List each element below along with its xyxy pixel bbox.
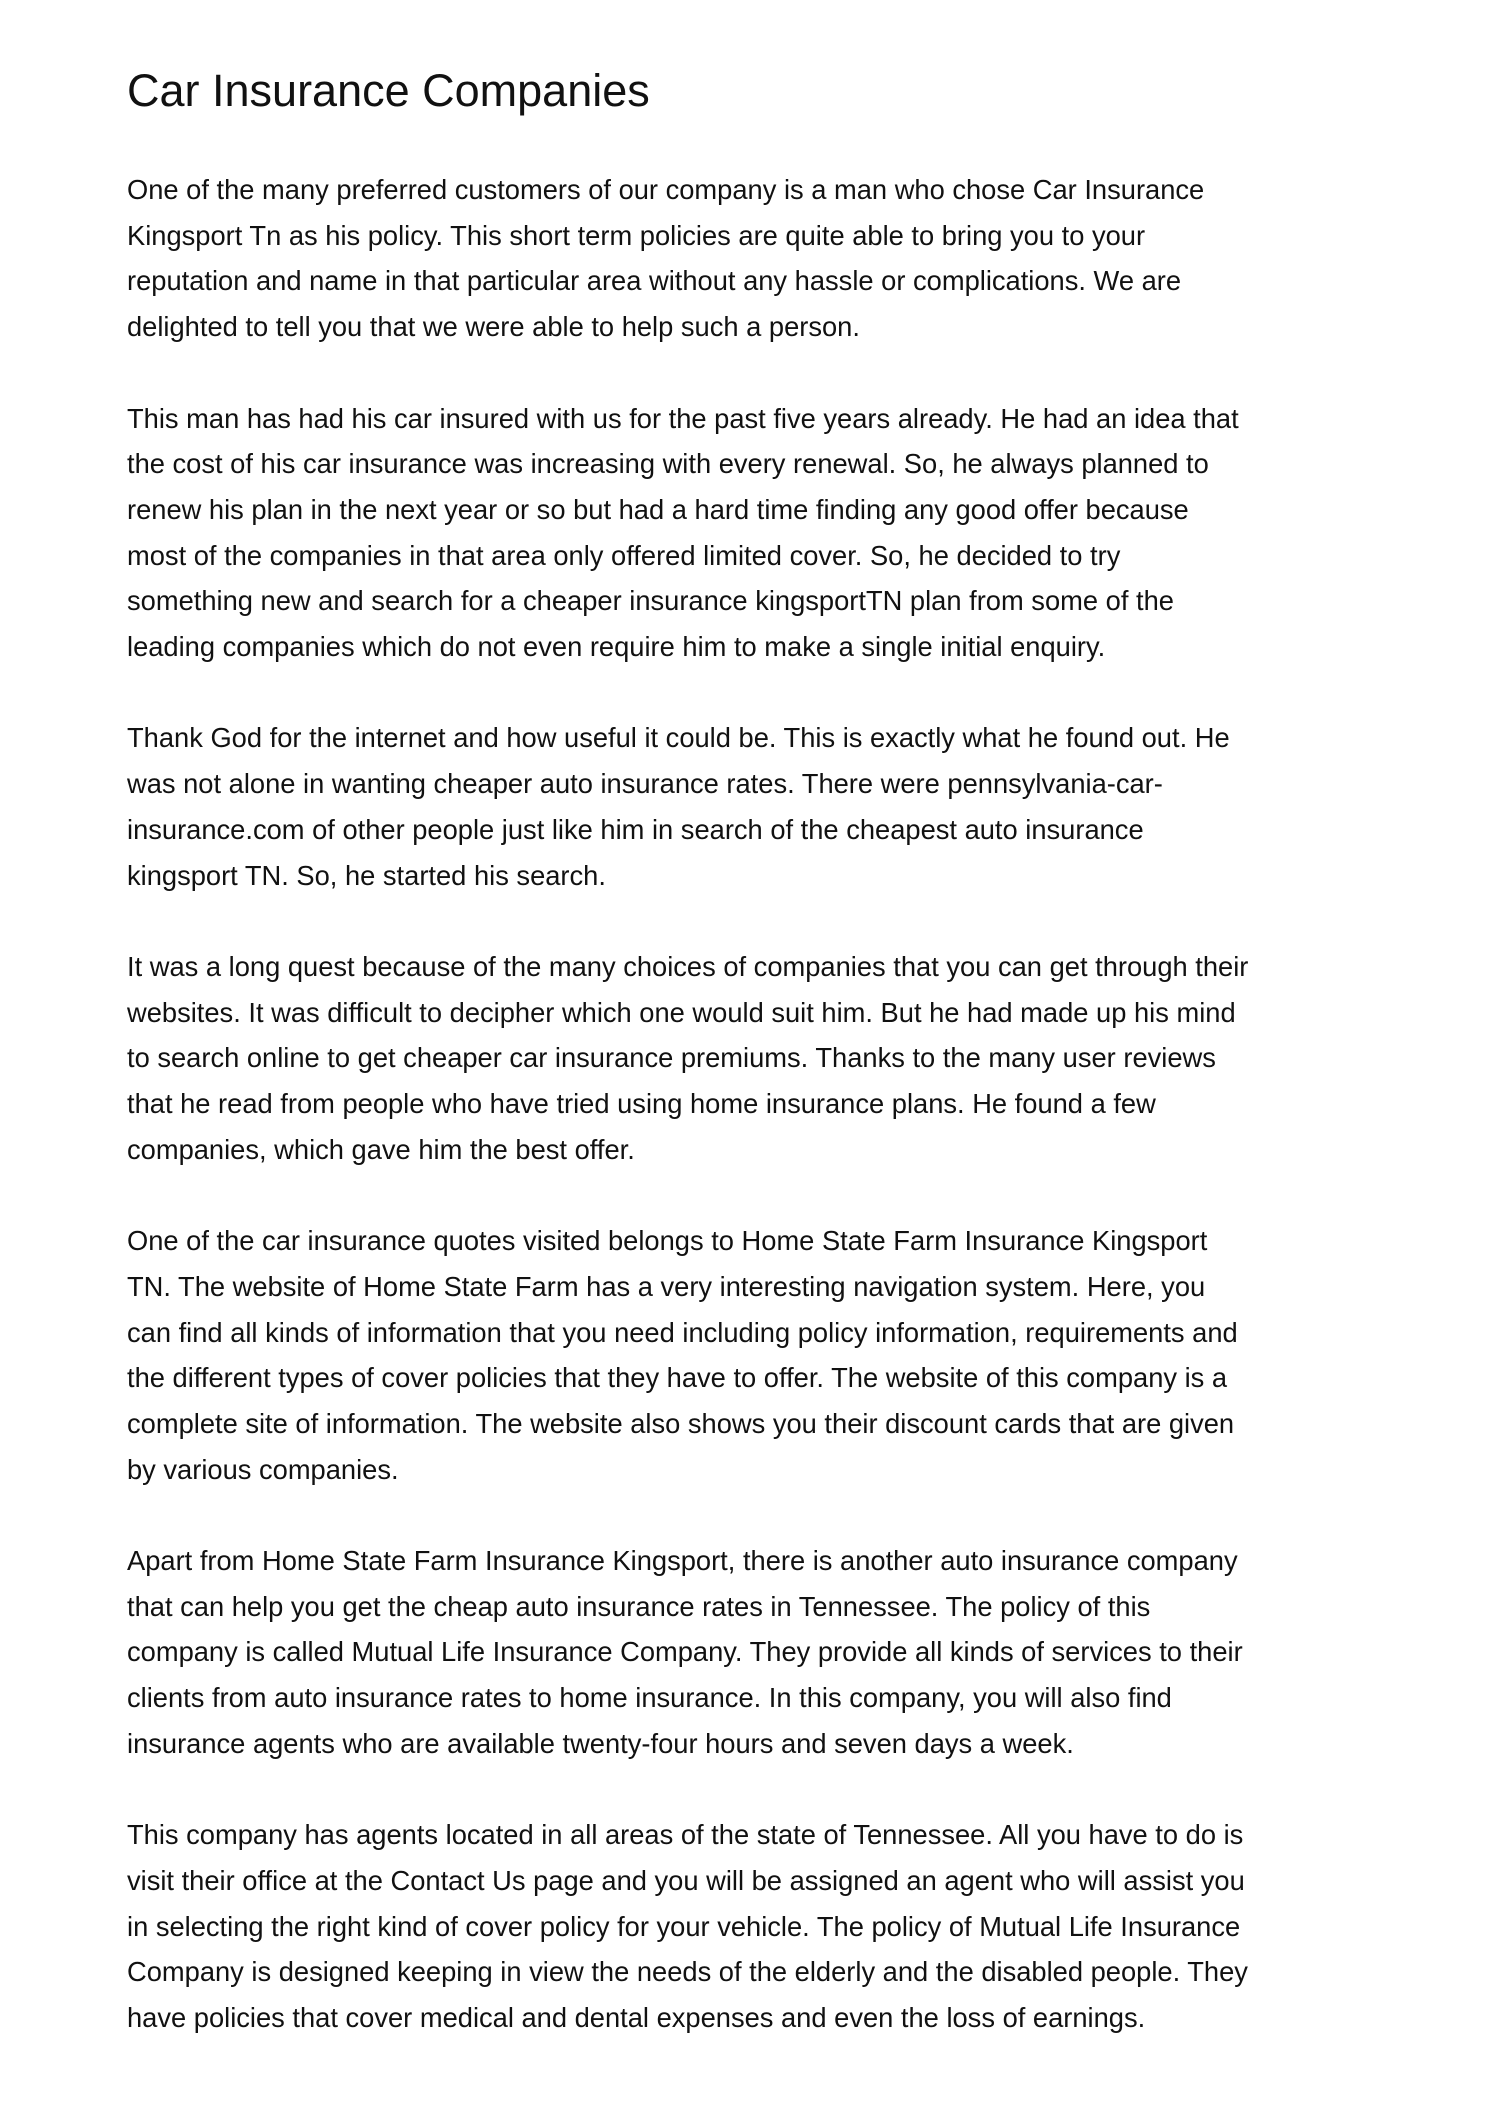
- paragraph: [127, 396, 1427, 670]
- paragraph-line: companies, which gave him the best offer.: [127, 1133, 635, 1165]
- paragraph: [127, 1812, 1427, 2041]
- paragraph-line: that can help you get the cheap auto insurance rates in Tennessee. The policy of this: [127, 1590, 1151, 1622]
- paragraph: [127, 944, 1427, 1173]
- paragraph-line: websites. It was difficult to decipher which one would suit him. But he had made up his mind: [127, 996, 1236, 1028]
- paragraph-line: delighted to tell you that we were able to help such a person.: [127, 311, 860, 343]
- paragraph: [127, 1218, 1427, 1492]
- paragraph-line: visit their office at the Contact Us page and you will be assigned an agent who will assist you: [127, 1864, 1245, 1896]
- paragraph-line: insurance agents who are available twenty-four hours and seven days a week.: [127, 1727, 1074, 1759]
- paragraph: [127, 1538, 1427, 1767]
- paragraph-line: One of the car insurance quotes visited belongs to Home State Farm Insurance Kingsport: [127, 1225, 1208, 1257]
- paragraph-line: renew his plan in the next year or so but had a hard time finding any good offer because: [127, 493, 1189, 525]
- paragraph-line: One of the many preferred customers of our company is a man who chose Car Insurance: [127, 174, 1205, 205]
- paragraph: [127, 715, 1427, 898]
- paragraph-line: leading companies which do not even require him to make a single initial enquiry.: [127, 631, 1106, 663]
- paragraph-line: most of the companies in that area only offered limited cover. So, he decided to try: [127, 539, 1121, 571]
- paragraph-line: can find all kinds of information that you need including policy information, requirements and: [127, 1316, 1238, 1348]
- paragraph-line: the cost of his car insurance was increasing with every renewal. So, he always planned to: [127, 448, 1209, 480]
- paragraph-line: was not alone in wanting cheaper auto insurance rates. There were pennsylvania-car-: [127, 768, 1163, 800]
- paragraph-line: TN. The website of Home State Farm has a very interesting navigation system. Here, you: [127, 1270, 1206, 1302]
- paragraph-line: Apart from Home State Farm Insurance Kingsport, there is another auto insurance company: [127, 1545, 1238, 1577]
- paragraph-line: that he read from people who have tried using home insurance plans. He found a few: [127, 1088, 1156, 1120]
- paragraph-line: company is called Mutual Life Insurance Company. They provide all kinds of services to their: [127, 1636, 1243, 1668]
- article-body: [127, 167, 1427, 2086]
- paragraph-line: in selecting the right kind of cover policy for your vehicle. The policy of Mutual Life Insurance: [127, 1910, 1241, 1942]
- paragraph-line: clients from auto insurance rates to home insurance. In this company, you will also find: [127, 1682, 1172, 1714]
- paragraph-line: by various companies.: [127, 1453, 399, 1485]
- paragraph-line: Kingsport Tn as his policy. This short term policies are quite able to bring you to your: [127, 219, 1146, 251]
- paragraph-line: kingsport TN. So, he started his search.: [127, 859, 606, 891]
- paragraph-line: insurance.com of other people just like him in search of the cheapest auto insurance: [127, 813, 1144, 845]
- paragraph-line: the different types of cover policies that they have to offer. The website of this company is a: [127, 1362, 1228, 1394]
- paragraph-line: have policies that cover medical and dental expenses and even the loss of earnings.: [127, 2002, 1146, 2034]
- paragraph-line: complete site of information. The website also shows you their discount cards that are given: [127, 1407, 1235, 1439]
- paragraph-line: This man has had his car insured with us for the past five years already. He had an idea that: [127, 402, 1239, 434]
- paragraph-line: It was a long quest because of the many choices of companies that you can get through their: [127, 950, 1249, 982]
- page-title: Car Insurance Companies: [127, 65, 650, 116]
- paragraph-line: Thank God for the internet and how useful it could be. This is exactly what he found out. He: [127, 722, 1230, 754]
- paragraph-line: reputation and name in that particular area without any hassle or complications. We are: [127, 265, 1182, 297]
- paragraph-line: something new and search for a cheaper insurance kingsportTN plan from some of the: [127, 585, 1174, 617]
- paragraph-line: Company is designed keeping in view the needs of the elderly and the disabled people. They: [127, 1956, 1248, 1988]
- paragraph-line: This company has agents located in all areas of the state of Tennessee. All you have to do is: [127, 1819, 1244, 1851]
- paragraph-line: to search online to get cheaper car insurance premiums. Thanks to the many user reviews: [127, 1042, 1216, 1074]
- paragraph: [127, 167, 1427, 350]
